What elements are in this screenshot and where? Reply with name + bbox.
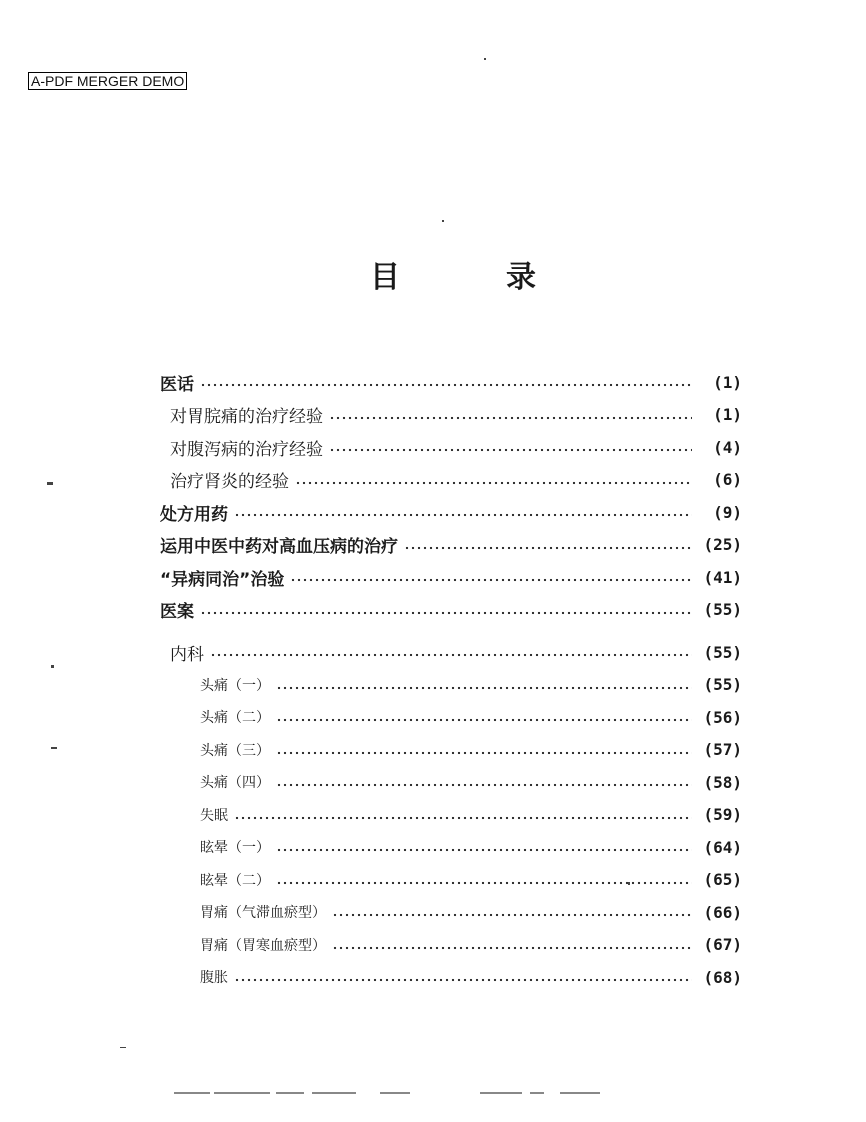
- toc-entry-label: 内科: [170, 644, 204, 665]
- toc-entry-page: (55): [703, 642, 742, 662]
- toc-spacer: [160, 626, 742, 636]
- toc-entry-label: 失眠: [200, 807, 228, 824]
- toc-entry[interactable]: [160, 561, 742, 594]
- toc-dot-leader: [276, 740, 692, 760]
- page-title: [0, 252, 866, 295]
- toc-entry-label: 胃痛（胃寒血瘀型）: [200, 937, 326, 954]
- toc-entry-page: (65): [703, 870, 742, 890]
- toc-entry-page: (64): [703, 837, 742, 857]
- toc-entry-page: (55): [703, 675, 742, 695]
- toc-entry[interactable]: [160, 529, 742, 562]
- toc-entry[interactable]: [160, 864, 742, 897]
- toc-entry[interactable]: [160, 799, 742, 832]
- toc-entry-page: (59): [703, 805, 742, 825]
- toc-entry-page: (1): [713, 405, 742, 425]
- toc-dot-leader: [200, 372, 692, 392]
- toc-dot-leader: [329, 437, 692, 457]
- toc-entry-label: 医案: [160, 602, 194, 623]
- toc-dot-leader: [276, 772, 692, 792]
- toc-entry-page: (4): [713, 437, 742, 457]
- toc-entry-page: (58): [703, 772, 742, 792]
- toc-entry-page: (25): [703, 535, 742, 555]
- page-title-char-1: 目: [370, 260, 400, 295]
- toc-entry[interactable]: [160, 431, 742, 464]
- toc-entry-label: 处方用药: [160, 504, 228, 525]
- toc-entry-page: (66): [703, 902, 742, 922]
- toc-entry[interactable]: [160, 961, 742, 994]
- toc-entry[interactable]: [160, 496, 742, 529]
- watermark-label: A-PDF MERGER DEMO: [28, 72, 187, 90]
- toc-dot-leader: [276, 675, 692, 695]
- toc-dot-leader: [234, 502, 692, 522]
- scan-artifact-lines: [90, 1092, 650, 1095]
- toc-entry-label: 腹胀: [200, 970, 228, 987]
- toc-entry[interactable]: [160, 734, 742, 767]
- toc-entry[interactable]: [160, 464, 742, 497]
- toc-entry[interactable]: [160, 366, 742, 399]
- toc-entry[interactable]: [160, 766, 742, 799]
- toc-entry-label: 头痛（一）: [200, 677, 270, 694]
- toc-entry[interactable]: [160, 896, 742, 929]
- toc-entry-label: 运用中医中药对高血压病的治疗: [160, 537, 398, 558]
- toc-entry-label: 胃痛（气滞血瘀型）: [200, 905, 326, 922]
- toc-entry-label: 头痛（四）: [200, 775, 270, 792]
- toc-dot-leader: [290, 567, 692, 587]
- toc-entry-page: (1): [713, 372, 742, 392]
- toc-dot-leader: [276, 707, 692, 727]
- toc-dot-leader: [234, 805, 692, 825]
- toc-dot-leader: [295, 470, 692, 490]
- toc-entry-label: 眩晕（二）: [200, 872, 270, 889]
- toc-entry-page: (9): [713, 502, 742, 522]
- toc-entry-label: “异病同治”治验: [160, 569, 285, 590]
- toc-dot-leader: [332, 902, 692, 922]
- toc-dot-leader: [234, 967, 692, 987]
- toc-entry-page: (6): [713, 470, 742, 490]
- toc-entry-page: (68): [703, 967, 742, 987]
- toc-entry[interactable]: [160, 399, 742, 432]
- toc-dot-leader: [276, 870, 692, 890]
- toc-entry-label: 头痛（三）: [200, 742, 270, 759]
- toc-entry-label: 眩晕（一）: [200, 840, 270, 857]
- toc-entry[interactable]: [160, 636, 742, 669]
- toc-dot-leader: [404, 535, 692, 555]
- toc-entry-page: (41): [703, 567, 742, 587]
- toc-entry-page: (55): [703, 600, 742, 620]
- page-title-char-2: 录: [506, 260, 536, 295]
- toc-entry-label: 医话: [160, 374, 194, 395]
- toc-entry-label: 头痛（二）: [200, 710, 270, 727]
- toc-entry[interactable]: [160, 669, 742, 702]
- toc-entry-page: (57): [703, 740, 742, 760]
- table-of-contents: [160, 366, 742, 994]
- toc-dot-leader: [276, 837, 692, 857]
- toc-dot-leader: [332, 935, 692, 955]
- toc-entry[interactable]: [160, 929, 742, 962]
- toc-entry-page: (56): [703, 707, 742, 727]
- toc-entry-label: 治疗肾炎的经验: [170, 472, 289, 493]
- toc-entry-page: (67): [703, 935, 742, 955]
- toc-entry-label: 对胃脘痛的治疗经验: [170, 407, 323, 428]
- toc-entry[interactable]: [160, 701, 742, 734]
- toc-dot-leader: [200, 600, 692, 620]
- toc-dot-leader: [329, 405, 692, 425]
- toc-entry-label: 对腹泻病的治疗经验: [170, 439, 323, 460]
- toc-entry[interactable]: [160, 831, 742, 864]
- toc-entry[interactable]: [160, 594, 742, 627]
- toc-dot-leader: [210, 642, 692, 662]
